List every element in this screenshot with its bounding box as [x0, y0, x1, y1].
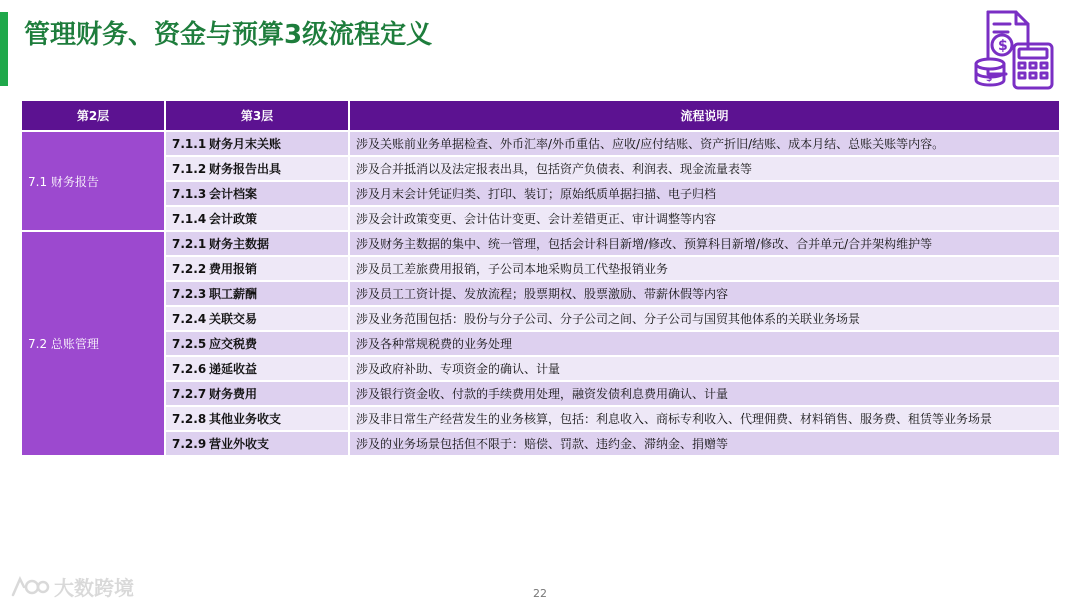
process-code: 7.1.4 [172, 212, 207, 226]
table-row [21, 281, 1060, 306]
process-name: 财务报告出具 [209, 162, 282, 176]
process-code: 7.2.2 [172, 262, 207, 276]
level2-cell-general-ledger: 7.2 总账管理 [21, 231, 165, 456]
level3-cell [165, 306, 349, 331]
process-name: 财务费用 [209, 387, 258, 401]
finance-calculator-icon [972, 8, 1058, 92]
process-name: 营业外收支 [209, 437, 270, 451]
level3-cell [165, 181, 349, 206]
description-cell: 涉及关账前业务单据检查、外币汇率/外币重估、应收/应付结账、资产折旧/结账、成本月结、总账关账等内容。 [349, 131, 1060, 156]
level3-cell [165, 131, 349, 156]
level3-cell [165, 381, 349, 406]
process-name: 费用报销 [209, 262, 258, 276]
level3-cell [165, 331, 349, 356]
table-row [21, 406, 1060, 431]
process-name: 财务主数据 [209, 237, 270, 251]
table-row [21, 356, 1060, 381]
process-code: 7.1.2 [172, 162, 207, 176]
level3-cell [165, 256, 349, 281]
table-row [21, 206, 1060, 231]
process-name: 关联交易 [209, 312, 258, 326]
process-name: 递延收益 [209, 362, 258, 376]
process-code: 7.2.7 [172, 387, 207, 401]
description-cell: 涉及的业务场景包括但不限于：赔偿、罚款、违约金、滞纳金、捐赠等 [349, 431, 1060, 456]
process-name: 其他业务收支 [209, 412, 282, 426]
process-code: 7.2.5 [172, 337, 207, 351]
level3-cell [165, 406, 349, 431]
description-cell: 涉及会计政策变更、会计估计变更、会计差错更正、审计调整等内容 [349, 206, 1060, 231]
svg-text:$: $ [998, 38, 1008, 54]
table-row [21, 156, 1060, 181]
description-cell: 涉及财务主数据的集中、统一管理，包括会计科目新增/修改、预算科目新增/修改、合并单元/合并架构维护等 [349, 231, 1060, 256]
process-code: 7.2.4 [172, 312, 207, 326]
level3-cell [165, 431, 349, 456]
description-cell: 涉及月末会计凭证归类、打印、装订；原始纸质单据扫描、电子归档 [349, 181, 1060, 206]
header-level3: 第3层 [165, 100, 349, 131]
process-code: 7.2.3 [172, 287, 207, 301]
level3-cell [165, 231, 349, 256]
table-row [21, 381, 1060, 406]
process-code: 7.2.1 [172, 237, 207, 251]
process-name: 职工薪酬 [209, 287, 258, 301]
table-row [21, 231, 1060, 256]
table-row [21, 331, 1060, 356]
level3-cell [165, 281, 349, 306]
table-row [21, 181, 1060, 206]
description-cell: 涉及员工工资计提、发放流程；股票期权、股票激励、带薪休假等内容 [349, 281, 1060, 306]
table-row [21, 431, 1060, 456]
watermark-text: 大数跨境 [54, 576, 134, 600]
header-level2: 第2层 [21, 100, 165, 131]
description-cell: 涉及各种常规税费的业务处理 [349, 331, 1060, 356]
description-cell: 涉及非日常生产经营发生的业务核算，包括：利息收入、商标专利收入、代理佣费、材料销售、服务费、租赁等业务场景 [349, 406, 1060, 431]
process-table [20, 99, 1061, 457]
process-code: 7.2.8 [172, 412, 207, 426]
level3-cell [165, 206, 349, 231]
process-code: 7.1.1 [172, 137, 207, 151]
level3-cell [165, 356, 349, 381]
table-row [21, 131, 1060, 156]
description-cell: 涉及业务范围包括：股份与分子公司、分子公司之间、分子公司与国贸其他体系的关联业务场景 [349, 306, 1060, 331]
process-name: 应交税费 [209, 337, 258, 351]
process-name: 会计档案 [209, 187, 258, 201]
process-name: 会计政策 [209, 212, 258, 226]
description-cell: 涉及员工差旅费用报销，子公司本地采购员工代垫报销业务 [349, 256, 1060, 281]
process-name: 财务月末关账 [209, 137, 282, 151]
page-number: 22 [533, 587, 547, 600]
description-cell: 涉及银行资金收、付款的手续费用处理，融资发债利息费用确认、计量 [349, 381, 1060, 406]
process-code: 7.2.9 [172, 437, 207, 451]
table-row [21, 306, 1060, 331]
page-title: 管理财务、资金与预算3级流程定义 [24, 20, 433, 50]
process-code: 7.1.3 [172, 187, 207, 201]
header-description: 流程说明 [349, 100, 1060, 131]
level3-cell [165, 156, 349, 181]
process-code: 7.2.6 [172, 362, 207, 376]
level2-cell-financial-report: 7.1 财务报告 [21, 131, 165, 231]
description-cell: 涉及合并抵消以及法定报表出具，包括资产负债表、利润表、现金流量表等 [349, 156, 1060, 181]
svg-text:$: $ [986, 74, 993, 84]
table-row [21, 256, 1060, 281]
title-accent-bar [0, 12, 8, 86]
table-header-row [21, 100, 1060, 131]
description-cell: 涉及政府补助、专项资金的确认、计量 [349, 356, 1060, 381]
